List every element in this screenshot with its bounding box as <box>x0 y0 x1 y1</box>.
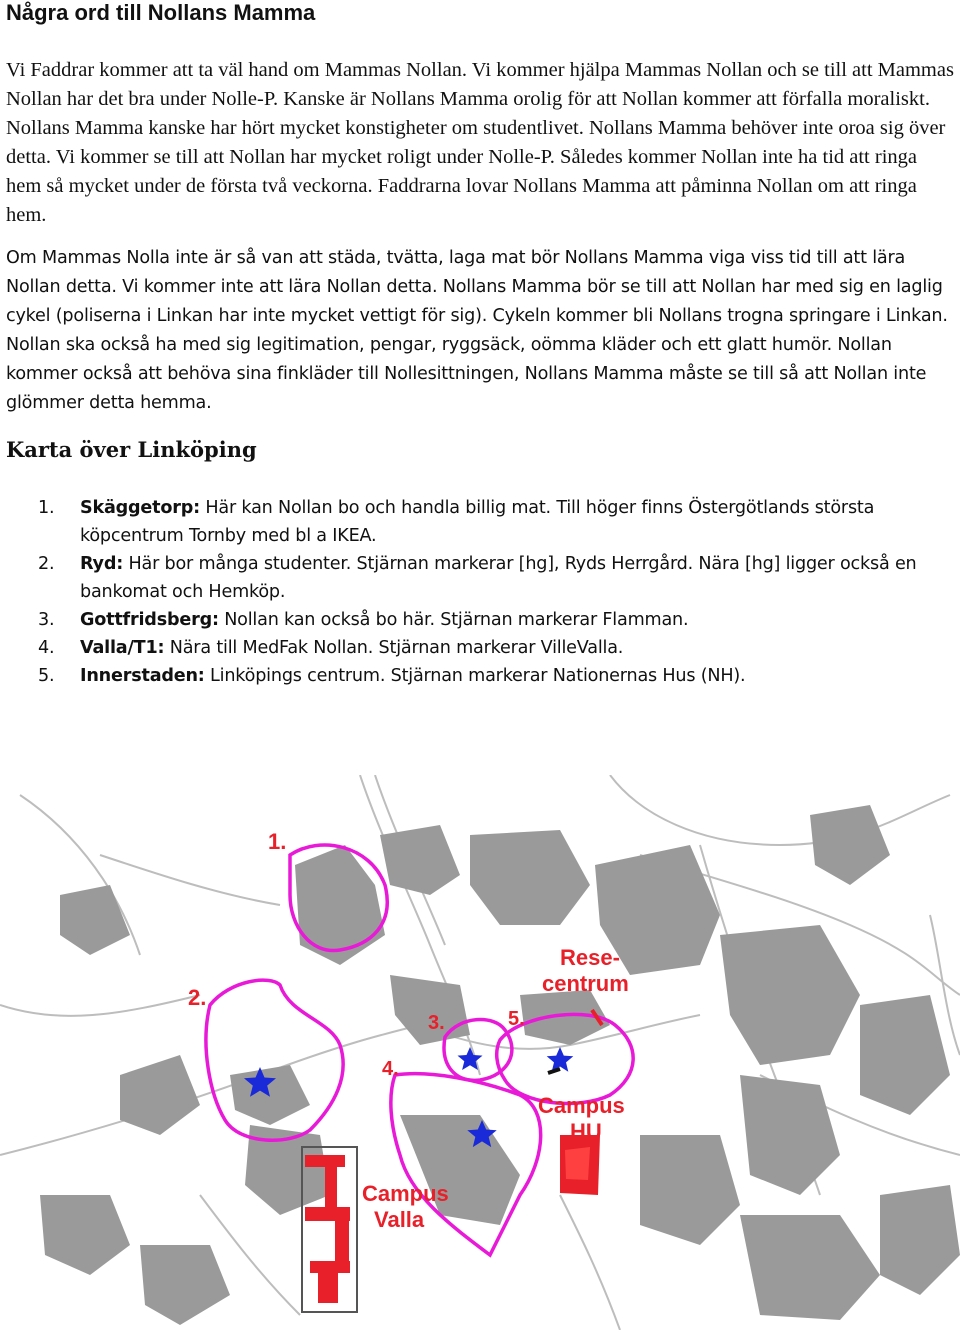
list-item <box>38 662 953 690</box>
area-description: Nära till MedFak Nollan. Stjärnan markerar VilleValla. <box>164 638 624 658</box>
linkoping-map <box>0 775 960 1330</box>
paragraph-practical: Om Mammas Nolla inte är så van att städa, tvätta, laga mat bör Nollans Mamma viga viss tid till att lära Nollan detta. Vi kommer inte att lära Nollan detta. Nollans Mamma bör se till att Nollan har med sig en laglig cykel (poliserna i Linkan har inte mycket vettigt för sig). Cykeln kommer bli Nollans trogna springare i Linkan. Nollan ska också ha med sig legitimation, pengar, ryggsäck, oömma kläder och ett glatt humör. Nollan kommer också att behöva sina finkläder till Nollesittningen, Nollans Mamma måste se till så att Nollan inte glömmer detta hemma. <box>6 248 948 413</box>
label-campus-hu-line2: HU <box>570 1119 602 1144</box>
list-number: 3. <box>38 610 55 630</box>
list-item <box>38 634 953 662</box>
label-campus-valla-line2: Valla <box>374 1207 425 1232</box>
label-resecentrum-line1: Rese- <box>560 945 620 970</box>
area-name: Gottfridsberg: <box>80 610 219 630</box>
label-area-1: 1. <box>268 829 287 854</box>
area-name: Skäggetorp: <box>80 498 200 518</box>
label-campus-valla-line1: Campus <box>362 1181 449 1206</box>
label-area-4: 4. <box>382 1058 399 1080</box>
label-area-3: 3. <box>428 1012 445 1034</box>
area-name: Innerstaden: <box>80 666 205 686</box>
list-number: 1. <box>38 498 55 518</box>
label-area-5: 5. <box>508 1008 525 1030</box>
list-number: 2. <box>38 554 55 574</box>
area-list <box>38 494 953 690</box>
map-heading: Karta över Linköping <box>6 437 257 462</box>
list-item <box>38 550 953 606</box>
area-description: Här bor många studenter. Stjärnan markerar [hg], Ryds Herrgård. Nära [hg] ligger också en bankomat och Hemköp. <box>80 554 917 602</box>
label-campus-hu-line1: Campus <box>538 1093 625 1118</box>
list-item <box>38 494 953 550</box>
list-item <box>38 606 953 634</box>
label-area-2: 2. <box>188 985 207 1010</box>
area-description: Linköpings centrum. Stjärnan markerar Nationernas Hus (NH). <box>204 666 746 686</box>
area-name: Ryd: <box>80 554 124 574</box>
area-name: Valla/T1: <box>80 638 165 658</box>
label-resecentrum-line2: centrum <box>542 971 629 996</box>
area-description: Nollan kan också bo här. Stjärnan markerar Flamman. <box>218 610 689 630</box>
list-number: 4. <box>38 638 55 658</box>
paragraph-faddrar: Vi Faddrar kommer att ta väl hand om Mammas Nollan. Vi kommer hjälpa Mammas Nollan och se till att Mammas Nollan har det bra under Nolle-P. Kanske är Nollans Mamma orolig för att Nollan kommer att förfalla moraliskt. Nollans Mamma kanske har hört mycket konstigheter om studentlivet. Nollans Mamma behöver inte oroa sig över detta. Vi kommer se till att Nollan har mycket roligt under Nolle-P. Således kommer Nollan inte ha tid att ringa hem så mycket under de första två veckorna. Faddrarna lovar Nollans Mamma att påminna Nollan om att ringa hem. <box>6 59 954 226</box>
page-title: Några ord till Nollans Mamma <box>6 0 316 25</box>
area-description: Här kan Nollan bo och handla billig mat. Till höger finns Östergötlands största köpcentrum Tornby med bl a IKEA. <box>80 498 875 546</box>
list-number: 5. <box>38 666 55 686</box>
